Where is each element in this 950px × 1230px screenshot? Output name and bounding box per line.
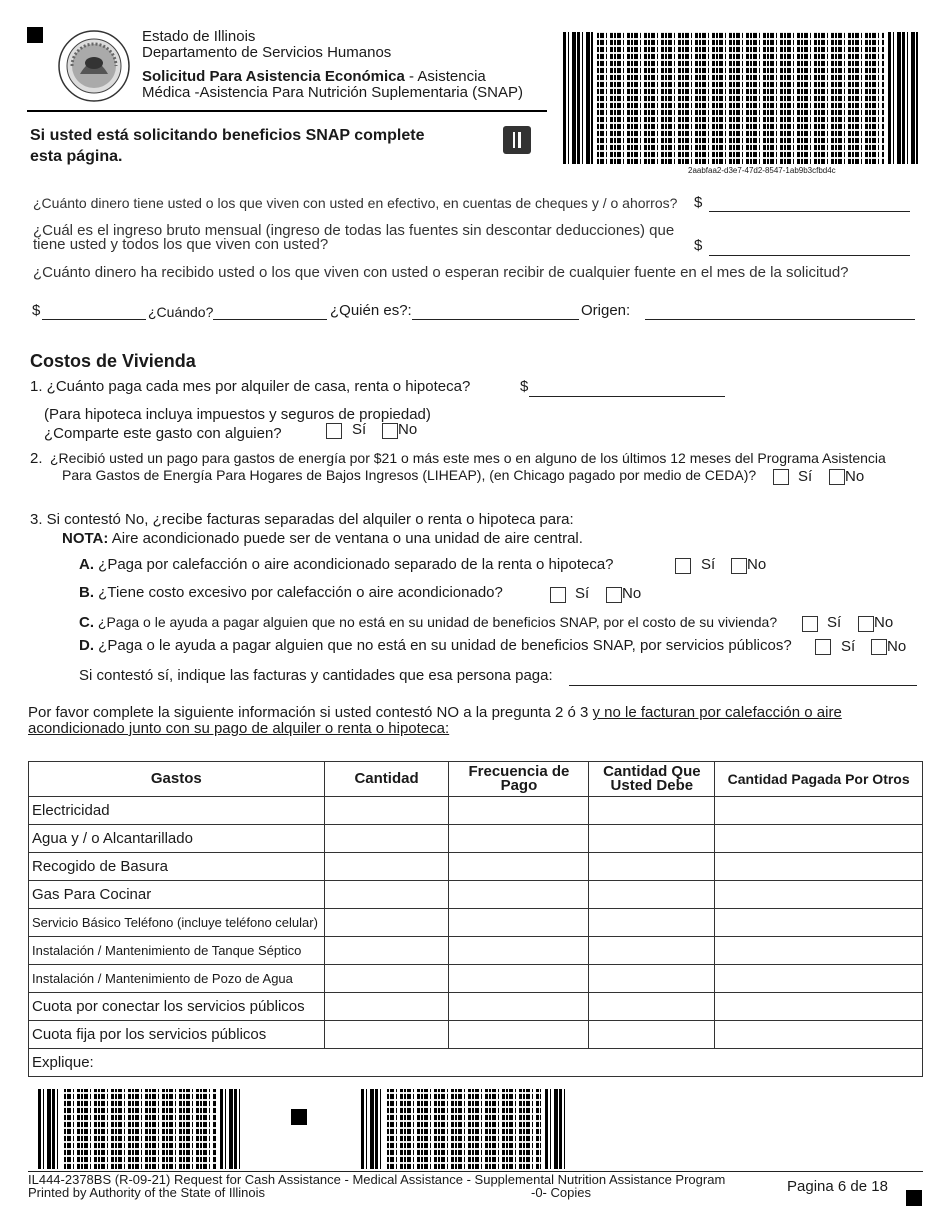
frequency-cell[interactable] [449,965,589,993]
rent-amount-field[interactable] [529,396,725,397]
instructions-text: Por favor complete la siguiente información si usted contestó NO a la pregunta 2 ó 3 [28,704,593,721]
table-row [29,965,923,993]
owed-cell[interactable] [589,1021,715,1049]
table-row [29,797,923,825]
qb-yes-label: Sí [575,585,590,602]
paid-by-others-cell[interactable] [715,965,923,993]
row-label: Gas Para Cocinar [29,881,325,909]
cash-field[interactable] [709,211,910,212]
footer-copies: -0- Copies [531,1185,591,1200]
received-amount-field[interactable] [42,319,146,320]
qb-no-checkbox[interactable] [606,587,622,603]
who-label: ¿Quién es?: [330,302,412,319]
question-3: 3. Si contestó No, ¿recibe facturas separadas del alquiler o renta o hipoteca para: [30,511,574,528]
question-1: 1. ¿Cuánto paga cada mes por alquiler de casa, renta o hipoteca? [30,378,471,395]
q1-share-no-label: No [398,421,418,438]
barcode-id: 2aabfaa2-d3e7-47d2-8547-1ab9b3cfbd4c [688,166,836,175]
q1-dollar: $ [520,378,529,395]
form-title-line2: Médica -Asistencia Para Nutrición Suplementaria (SNAP) [142,84,523,101]
header-rule [27,110,547,112]
top-barcode [563,32,918,164]
question-d-text: ¿Paga o le ayuda a pagar alguien que no está en su unidad de beneficios SNAP, por servicios públicos? [98,637,792,654]
amount-cell[interactable] [324,1021,449,1049]
origin-field[interactable] [645,319,915,320]
owed-cell[interactable] [589,937,715,965]
paid-by-others-cell[interactable] [715,1021,923,1049]
qc-no-checkbox[interactable] [858,616,874,632]
qa-no-label: No [747,556,767,573]
frequency-cell[interactable] [449,937,589,965]
gross-dollar: $ [694,237,703,254]
question-2-number: 2. [30,450,43,467]
q1-share-yes-label: Sí [352,421,367,438]
question-gross-line1: ¿Cuál es el ingreso bruto mensual (ingreso de todas las fuentes sin descontar deducciones) que [33,222,675,239]
form-title-rest: - Asistencia [404,68,486,85]
paid-by-others-cell[interactable] [715,881,923,909]
q2-yes-label: Sí [798,468,813,485]
question-a-label: A. [79,556,94,573]
question-c [79,614,777,631]
page-number: Pagina 6 de 18 [787,1178,888,1195]
question-d [79,637,792,654]
q2-no-checkbox[interactable] [829,469,845,485]
qa-yes-label: Sí [701,556,716,573]
q1-share-no-checkbox[interactable] [382,423,398,439]
q2-yes-checkbox[interactable] [773,469,789,485]
amount-cell[interactable] [324,881,449,909]
intro-line1: Si usted está solicitando beneficios SNAP complete [30,127,425,144]
question-2-line2: Para Gastos de Energía Para Hogares de Bajos Ingresos (LIHEAP), (en Chicago pagado por medio de CEDA)? [62,467,757,483]
when-label: ¿Cuándo? [148,304,214,320]
qd-no-label: No [887,638,907,655]
note [62,530,583,547]
qa-no-checkbox[interactable] [731,558,747,574]
note-label: NOTA: [62,530,109,547]
instructions-underlined-1: y no le facturan por calefacción o aire [592,704,842,721]
question-b-text: ¿Tiene costo excesivo por calefacción o aire acondicionado? [98,584,503,601]
q2-no-label: No [845,468,865,485]
qc-no-label: No [874,614,894,631]
header-expenses: Gastos [29,762,325,797]
registration-mark-top-left [27,27,43,43]
header-frequency: Frecuencia de Pago [449,762,589,797]
amount-cell[interactable] [324,937,449,965]
row-label: Agua y / o Alcantarillado [29,825,325,853]
explain-cell[interactable]: Explique: [29,1049,923,1077]
row-label: Cuota fija por los servicios públicos [29,1021,325,1049]
when-field[interactable] [213,319,327,320]
frequency-cell[interactable] [449,1021,589,1049]
question-d-label: D. [79,637,94,654]
question-2-line1: ¿Recibió usted un pago para gastos de energía por $21 o más este mes o en alguno de los últimos 12 meses del Programa Asistencia [50,450,886,466]
footer-authority: Printed by Authority of the State of Illinois [28,1185,266,1200]
instructions-underlined-2: acondicionado junto con su pago de alquiler o renta o hipoteca: [28,720,450,737]
frequency-cell[interactable] [449,825,589,853]
origin-label: Origen: [581,302,631,319]
table-header-row [29,762,923,797]
qd-no-checkbox[interactable] [871,639,887,655]
amount-cell[interactable] [324,909,449,937]
amount-cell[interactable] [324,853,449,881]
paid-by-others-cell[interactable] [715,853,923,881]
qd-yes-checkbox[interactable] [815,639,831,655]
owed-cell[interactable] [589,909,715,937]
frequency-cell[interactable] [449,909,589,937]
department-name: Departamento de Servicios Humanos [142,44,392,61]
state-name: Estado de Illinois [142,28,256,45]
question-b-label: B. [79,584,94,601]
form-title [142,68,486,85]
paid-by-others-cell[interactable] [715,909,923,937]
owed-cell[interactable] [589,825,715,853]
table-row [29,909,923,937]
amount-cell[interactable] [324,965,449,993]
instructions [28,705,908,737]
qd-yes-label: Sí [841,638,856,655]
qc-yes-checkbox[interactable] [802,616,818,632]
table-row [29,853,923,881]
question-cash: ¿Cuánto dinero tiene usted o los que viven con usted en efectivo, en cuentas de cheques y / o ahorros? [33,195,678,211]
question-a [79,556,614,573]
frequency-cell[interactable] [449,797,589,825]
bottom-barcode-left [38,1089,242,1169]
q1-note: (Para hipoteca incluya impuestos y seguros de propiedad) [44,406,431,423]
gross-income-field[interactable] [709,255,910,256]
cash-dollar: $ [694,194,703,211]
state-seal-logo [58,30,130,102]
amount-cell[interactable] [324,797,449,825]
note-text: Aire acondicionado puede ser de ventana o una unidad de aire central. [111,530,583,547]
owed-cell[interactable] [589,965,715,993]
owed-cell[interactable] [589,881,715,909]
header-amount: Cantidad [324,762,449,797]
table-row [29,825,923,853]
row-label: Instalación / Mantenimiento de Tanque Séptico [29,937,325,965]
q1-share: ¿Comparte este gasto con alguien? [44,425,282,442]
header-amount-owed: Cantidad Que Usted Debe [589,762,715,797]
form-title-bold: Solicitud Para Asistencia Económica [142,68,405,85]
utensils-icon [503,126,531,154]
amount-cell[interactable] [324,993,449,1021]
table-row [29,1021,923,1049]
paid-by-others-cell[interactable] [715,937,923,965]
qa-yes-checkbox[interactable] [675,558,691,574]
question-a-text: ¿Paga por calefacción o aire acondicionado separado de la renta o hipoteca? [98,556,614,573]
qb-no-label: No [622,585,642,602]
table-row [29,881,923,909]
owed-cell[interactable] [589,853,715,881]
paid-by-others-cell[interactable] [715,825,923,853]
question-c-label: C. [79,614,94,631]
registration-mark-bottom-right [906,1190,922,1206]
header-paid-by-others: Cantidad Pagada Por Otros [715,762,923,797]
table-row [29,937,923,965]
q1-share-yes-checkbox[interactable] [326,423,342,439]
paid-by-others-cell[interactable] [715,797,923,825]
expenses-table [28,761,923,1077]
owed-cell[interactable] [589,993,715,1021]
amount-cell[interactable] [324,825,449,853]
housing-title: Costos de Vivienda [30,351,196,371]
intro-line2: esta página. [30,148,123,165]
row-label: Instalación / Mantenimiento de Pozo de Agua [29,965,325,993]
frequency-cell[interactable] [449,993,589,1021]
if-yes-field[interactable] [569,685,917,686]
owed-cell[interactable] [589,797,715,825]
row-label: Servicio Básico Teléfono (incluye teléfono celular) [29,909,325,937]
explain-row [29,1049,923,1077]
received-dollar: $ [32,302,41,319]
row-label: Electricidad [29,797,325,825]
footer-form-id: IL444-2378BS (R-09-21) Request for Cash Assistance - Medical Assistance - Supplemental Nutrition Assistance Program [28,1172,726,1187]
who-field[interactable] [412,319,579,320]
question-received: ¿Cuánto dinero ha recibido usted o los que viven con usted o esperan recibir de cualquier fuente en el mes de la solicitud? [33,264,849,281]
question-gross-line2: tiene usted y todos los que viven con usted? [33,236,329,253]
frequency-cell[interactable] [449,881,589,909]
bottom-barcode-right [361,1089,567,1169]
row-label: Recogido de Basura [29,853,325,881]
qb-yes-checkbox[interactable] [550,587,566,603]
frequency-cell[interactable] [449,853,589,881]
paid-by-others-cell[interactable] [715,993,923,1021]
if-yes-label: Si contestó sí, indique las facturas y cantidades que esa persona paga: [79,667,553,684]
row-label: Cuota por conectar los servicios públicos [29,993,325,1021]
qc-yes-label: Sí [827,614,842,631]
registration-mark-bottom-center [291,1109,307,1125]
question-c-text: ¿Paga o le ayuda a pagar alguien que no está en su unidad de beneficios SNAP, por el costo de su vivienda? [97,614,778,630]
table-row [29,993,923,1021]
question-b [79,584,503,601]
